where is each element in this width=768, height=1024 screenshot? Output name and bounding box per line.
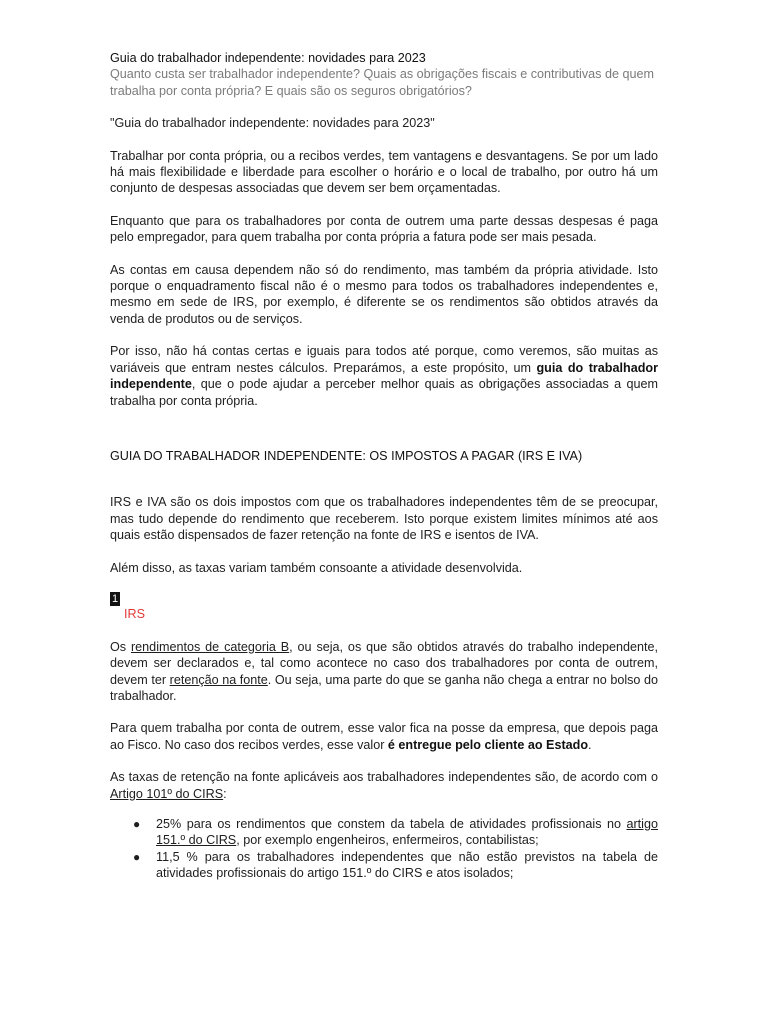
paragraph-text: Para quem trabalha por conta de outrem, esse valor fica na posse da empresa, que depois paga ao Fisco. No caso dos recibos verdes, esse valor bbox=[110, 721, 658, 752]
document-title: Guia do trabalhador independente: novidades para 2023 bbox=[110, 51, 426, 65]
bold-text: guia do trabalhador independente bbox=[110, 360, 658, 392]
retention-rates-list bbox=[110, 816, 658, 882]
document-page bbox=[110, 50, 658, 882]
irs-paragraph-1 bbox=[110, 639, 658, 705]
list-item bbox=[110, 816, 658, 849]
intro-paragraph-2: Enquanto que para os trabalhadores por conta de outrem uma parte dessas despesas é paga pelo empregador, para quem trabalha por conta própria a fatura pode ser mais pesada. bbox=[110, 213, 658, 245]
quoted-title: "Guia do trabalhador independente: novidades para 2023" bbox=[110, 116, 435, 131]
paragraph-text: Os bbox=[110, 639, 131, 654]
section-heading: GUIA DO TRABALHADOR INDEPENDENTE: OS IMPOSTOS A PAGAR (IRS E IVA) bbox=[110, 448, 583, 463]
intro-paragraph-3: As contas em causa dependem não só do rendimento, mas também da própria atividade. Isto porque o enquadramento fiscal não é o mesmo para todos os trabalhadores independentes e, mesmo em sede de IRS, por exemplo, é diferente se os rendimentos são obtidos através da venda de produtos ou de serviços. bbox=[110, 262, 658, 326]
paragraph-text: . bbox=[588, 737, 592, 752]
paragraph-text: : bbox=[223, 786, 227, 801]
link-artigo-151-cirs[interactable]: artigo 151.º do CIRS bbox=[156, 817, 658, 848]
subsection-header bbox=[110, 576, 658, 623]
intro-paragraph-4 bbox=[110, 343, 658, 409]
irs-paragraph-2 bbox=[110, 720, 658, 753]
paragraph-text: , ou seja, os que são obtidos através do trabalho independente, devem ser declarados e, tal como acontece no caso dos trabalhadores por conta de outrem, devem ter bbox=[110, 639, 659, 687]
list-item-text: , por exemplo engenheiros, enfermeiros, contabilistas; bbox=[236, 833, 539, 848]
paragraph-text: As taxas de retenção na fonte aplicáveis aos trabalhadores independentes são, de acordo com o bbox=[110, 770, 658, 785]
list-item-text: 25% para os rendimentos que constem da tabela de atividades profissionais no bbox=[156, 817, 627, 831]
link-rendimentos-categoria-b[interactable]: rendimentos de categoria B bbox=[130, 639, 290, 654]
list-item-text: 11,5 % para os trabalhadores independentes que não estão previstos na tabela de atividades profissionais do artigo 151.º do CIRS e atos isolados; bbox=[156, 849, 658, 881]
paragraph-text: Por isso, não há contas certas e iguais para todos até porque, como veremos, são muitas as variáveis que entram nestes cálculos. Preparámos, a este propósito, um bbox=[110, 344, 658, 375]
subsection-title: IRS bbox=[124, 607, 145, 622]
paragraph-text: , que o pode ajudar a perceber melhor quais as obrigações associadas a quem trabalha por conta própria. bbox=[110, 377, 658, 408]
section-paragraph-2: Além disso, as taxas variam também consoante a atividade desenvolvida. bbox=[110, 560, 523, 575]
irs-paragraph-3 bbox=[110, 769, 658, 802]
bullet-icon: ● bbox=[133, 817, 141, 831]
link-artigo-101-cirs[interactable]: Artigo 101º do CIRS bbox=[110, 786, 224, 801]
list-item bbox=[110, 849, 658, 882]
document-subtitle: Quanto custa ser trabalhador independente? Quais as obrigações fiscais e contributivas de quem trabalha por conta própria? E quais são os seguros obrigatórios? bbox=[110, 67, 654, 98]
intro-paragraph-1: Trabalhar por conta própria, ou a recibos verdes, tem vantagens e desvantagens. Se por um lado há mais flexibilidade e liberdade para escolher o horário e o local de trabalho, por outro há um conjunto de despesas associadas que devem ser bem orçamentadas. bbox=[110, 148, 658, 196]
subsection-number-badge: 1 bbox=[112, 592, 119, 605]
bullet-icon: ● bbox=[133, 849, 141, 864]
section-paragraph-1: IRS e IVA são os dois impostos com que os trabalhadores independentes têm de se preocupar, mas tudo depende do rendimento que receberem. Isto porque existem limites mínimos até aos quais estão dispensados de fazer retenção na fonte de IRS e isentos de IVA. bbox=[110, 495, 658, 543]
link-retencao-na-fonte[interactable]: retenção na fonte bbox=[169, 672, 268, 687]
paragraph-text: . Ou seja, uma parte do que se ganha não chega a entrar no bolso do trabalhador. bbox=[110, 672, 658, 703]
bold-text: é entregue pelo cliente ao Estado bbox=[387, 737, 589, 752]
